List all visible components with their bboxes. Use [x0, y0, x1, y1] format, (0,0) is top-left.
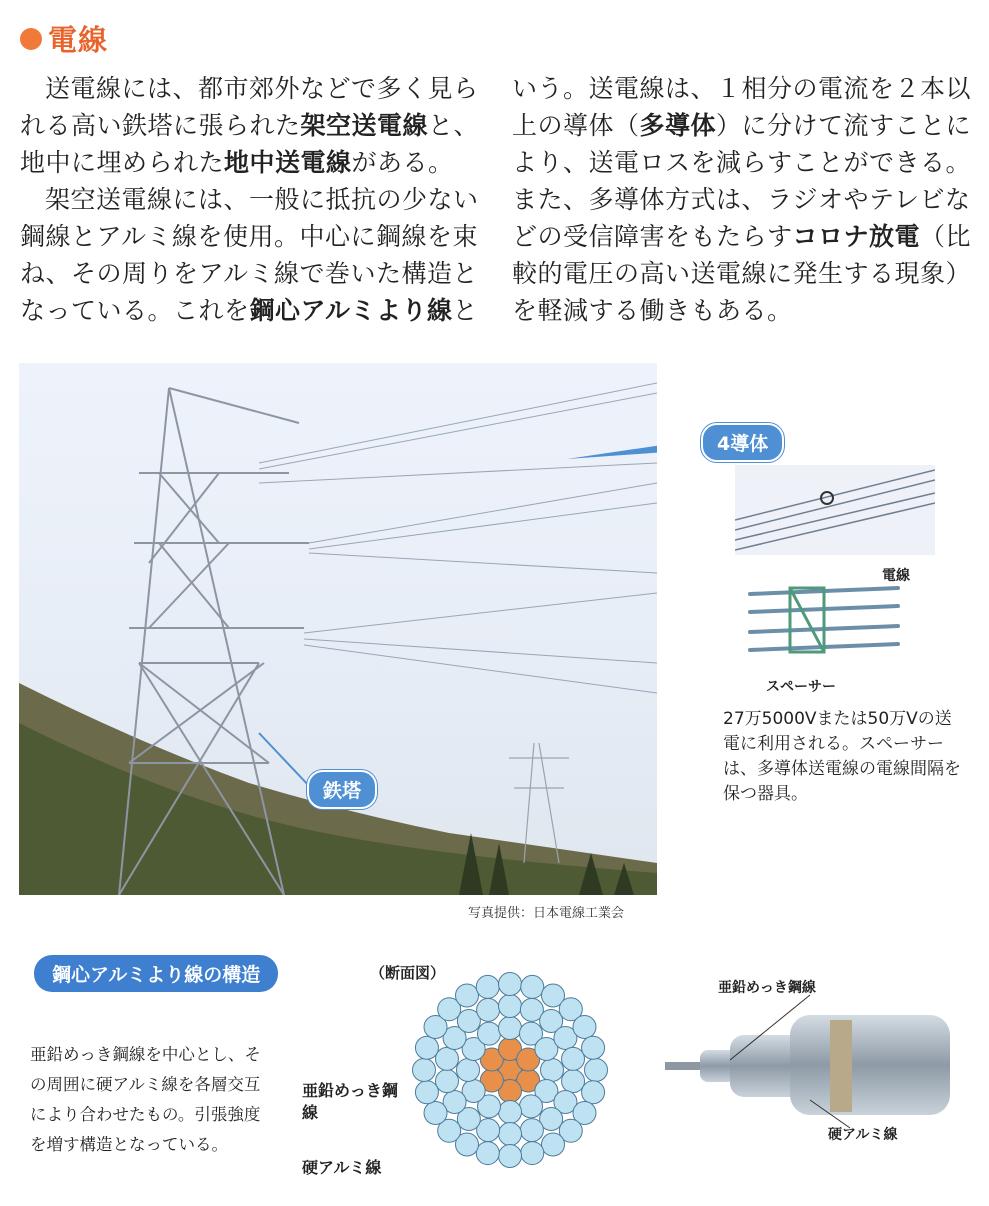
cross-section-label: （断面図）: [370, 964, 446, 982]
body-text-left: [20, 70, 490, 329]
term-underground-line: 地中送電線: [224, 148, 352, 177]
paragraph-1: 送電線には、都市郊外などで多く見られる高い鉄塔に張られた架空送電線と、地中に埋められた地中送電線がある。: [20, 74, 480, 177]
aluminum-strand: [542, 1133, 565, 1156]
aluminum-strand: [573, 1016, 596, 1039]
label-wire: 電線: [882, 568, 910, 584]
tower-photo: [19, 363, 657, 895]
aluminum-strand: [562, 1070, 585, 1093]
label-4-conductor: 4導体: [701, 423, 784, 462]
aluminum-strand: [477, 998, 500, 1021]
aluminum-strand: [456, 984, 479, 1007]
aluminum-strand: [415, 1081, 438, 1104]
aluminum-strand: [413, 1059, 436, 1082]
label-tower: 鉄塔: [307, 770, 377, 809]
term-multi-conductor: 多導体: [639, 111, 717, 140]
aluminum-strand: [499, 1145, 522, 1168]
aluminum-strand: [424, 1102, 447, 1125]
aluminum-strand: [582, 1081, 605, 1104]
term-overhead-line: 架空送電線: [300, 111, 429, 140]
term-acsr: 鋼心アルミより線: [249, 296, 453, 325]
aluminum-strand: [499, 1101, 522, 1124]
aluminum-strand: [435, 1070, 458, 1093]
acsr-description: 亜鉛めっき鋼線を中心とし、その周囲に硬アルミ線を各層交互により合わせたもの。引張強度を増す構造となっている。: [30, 1045, 261, 1154]
aluminum-strand: [499, 995, 522, 1018]
label-hard-aluminum-3d: 硬アルミ線: [828, 1127, 898, 1143]
acsr-structure-heading: 鋼心アルミより線の構造: [34, 955, 278, 992]
tower-illustration: [19, 363, 657, 895]
spacer-caption: 27万5000Vまたは50万Vの送電に利用される。スペーサーは、多導体送電線の電線間隔を保つ器具。: [723, 709, 961, 804]
body-text-right: [512, 70, 974, 329]
cable-3d-illustration: [660, 990, 950, 1160]
label-galvanized-steel-3d: 亜鉛めっき鋼線: [718, 980, 816, 996]
aluminum-strand: [582, 1036, 605, 1059]
aluminum-strand: [499, 973, 522, 996]
aluminum-strand: [521, 1142, 544, 1165]
page-title: 電線: [48, 23, 109, 57]
aluminum-strand: [435, 1047, 458, 1070]
aluminum-strand: [520, 1095, 543, 1118]
paragraph-3: いう。送電線は、１相分の電流を２本以上の導体（多導体）に分けて流すことにより、送電ロスを減らすことができる。また、多導体方式は、ラジオやテレビなどの受信障害をもたらすコロナ放電（比較的電圧の高い送電線に発生する現象）を軽減する働きもある。: [512, 74, 972, 325]
cross-section-diagram: [400, 960, 620, 1180]
photo-credit: 写真提供：日本電線工業会: [468, 906, 625, 921]
aluminum-strand: [521, 975, 544, 998]
aluminum-strand: [478, 1022, 501, 1045]
label-spacer: スペーサー: [766, 679, 836, 695]
aluminum-strand: [499, 1123, 522, 1146]
conductor-inset-image: [735, 465, 935, 555]
label-hard-aluminum: 硬アルミ線: [302, 1158, 382, 1177]
aluminum-strand: [499, 1017, 522, 1040]
aluminum-strand: [585, 1059, 608, 1082]
aluminum-strand: [562, 1047, 585, 1070]
section-heading: [20, 18, 108, 59]
aluminum-strand: [457, 1059, 480, 1082]
aluminum-strand: [541, 1059, 564, 1082]
aluminum-strand: [415, 1036, 438, 1059]
bullet-dot-icon: [20, 28, 42, 50]
aluminum-strand: [520, 1119, 543, 1142]
paragraph-2: 架空送電線には、一般に抵抗の少ない鋼線とアルミ線を使用。中心に鋼線を束ね、その周りをアルミ線で巻いた構造となっている。これを鋼心アルミより線と: [20, 185, 479, 325]
term-corona: コロナ放電: [792, 222, 921, 251]
aluminum-strand: [476, 1142, 499, 1165]
label-galvanized-steel: 亜鉛めっき鋼線: [302, 1081, 398, 1122]
aluminum-strand: [476, 975, 499, 998]
